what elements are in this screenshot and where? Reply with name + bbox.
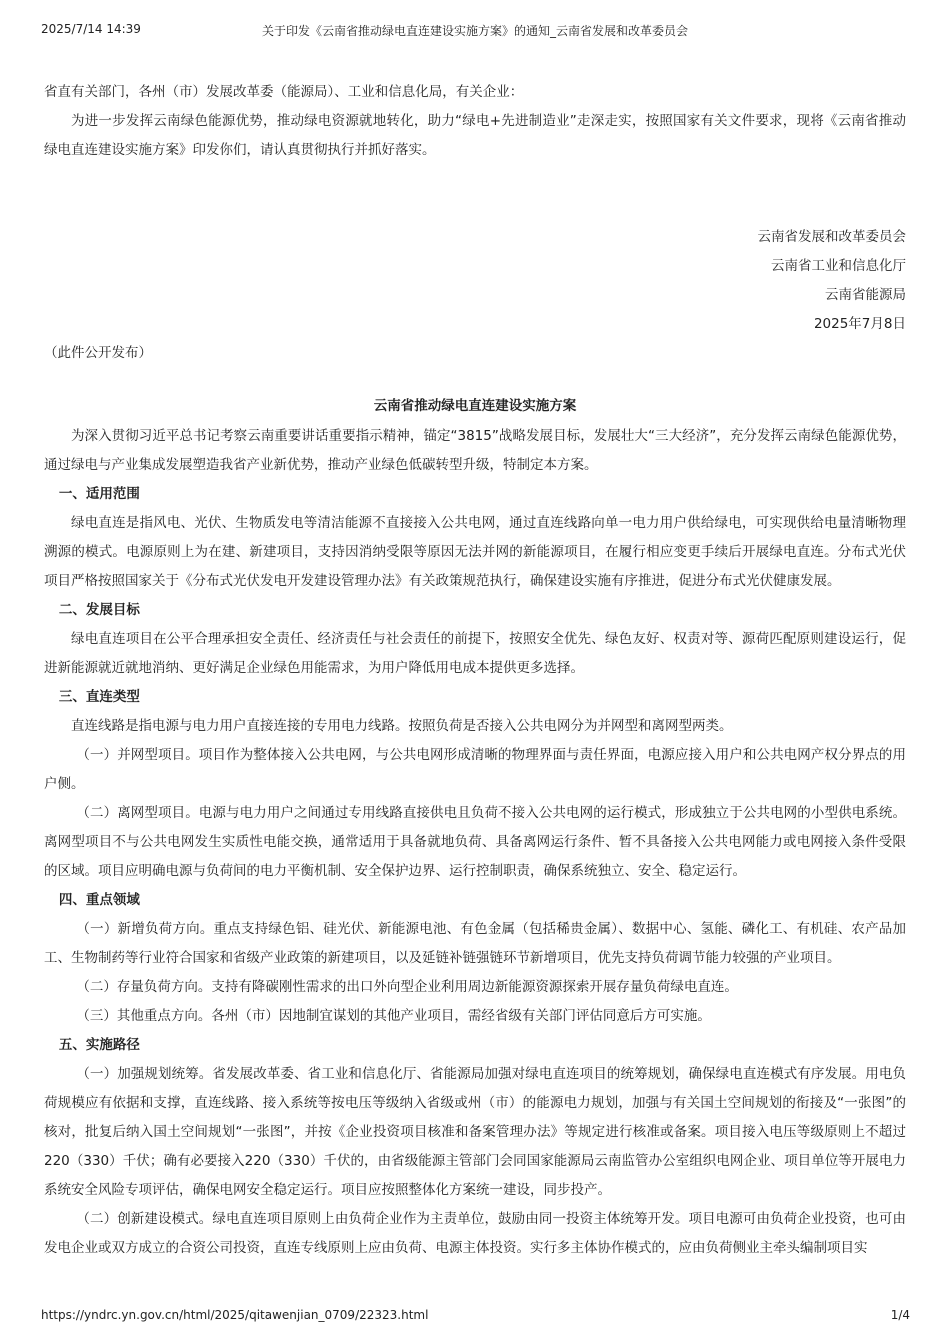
notice-body: 为进一步发挥云南绿色能源优势，推动绿电资源就地转化，助力“绿电+先进制造业”走深走实，按照国家有关文件要求，现将《云南省推动绿电直连建设实施方案》印发你们，请认真贯彻执行并抓好落实。 (44, 113, 906, 158)
section-heading: 四、重点领域 (58, 892, 140, 908)
plan-intro: 为深入贯彻习近平总书记考察云南重要讲话重要指示精神，锚定“3815”战略发展目标，发展壮大“三大经济”，充分发挥云南绿色能源优势，通过绿电与产业集成发展塑造我省产业新优势，推动产业绿色低碳转型升级，特制定本方案。 (44, 428, 906, 473)
section-paragraph: （二）创新建设模式。绿电直连项目原则上由负荷企业作为主责单位，鼓励由同一投资主体统筹开发。项目电源可由负荷企业投资，也可由发电企业或双方成立的合资公司投资，直连专线原则上应由负荷、电源主体投资。实行多主体协作模式的，应由负荷侧业主牵头编制项目实 (44, 1211, 906, 1256)
section-paragraph: 绿电直连是指风电、光伏、生物质发电等清洁能源不直接接入公共电网，通过直连线路向单一电力用户供给绿电，可实现供给电量清晰物理溯源的模式。电源原则上为在建、新建项目，支持因消纳受限等原因无法并网的新能源项目，在履行相应变更手续后开展绿电直连。分布式光伏项目严格按照国家关于《分布式光伏发电开发建设管理办法》有关政策规范执行，确保建设实施有序推进，促进分布式光伏健康发展。 (44, 515, 906, 589)
document-content (44, 78, 906, 1263)
print-timestamp: 2025/7/14 14:39 (41, 22, 141, 36)
spacer (44, 165, 906, 223)
plan-title: 云南省推动绿电直连建设实施方案 (373, 398, 577, 414)
section-paragraph: （一）加强规划统筹。省发展改革委、省工业和信息化厅、省能源局加强对绿电直连项目的统筹规划，确保绿电直连模式有序发展。用电负荷规模应有依据和支撑，直连线路、接入系统等按电压等级纳入省级或州（市）的能源电力规划，加强与有关国土空间规划的衔接及“一张图”的核对，批复后纳入国土空间规划“一张图”，并按《企业投资项目核准和备案管理办法》等规定进行核准或备案。项目接入电压等级原则上不超过220（330）千伏；确有必要接入220（330）千伏的，由省级能源主管部门会同国家能源局云南监管办公室组织电网企业、项目单位等开展电力系统安全风险专项评估，确保电网安全稳定运行。项目应按照整体化方案统一建设，同步投产。 (44, 1066, 906, 1198)
notice-addressee: 省直有关部门，各州（市）发展改革委（能源局）、工业和信息化局，有关企业： (44, 84, 524, 100)
print-page-title: 关于印发《云南省推动绿电直连建设实施方案》的通知_云南省发展和改革委员会 (261, 24, 688, 38)
section-heading: 二、发展目标 (58, 602, 140, 618)
notice-date: 2025年7月8日 (813, 316, 906, 332)
signer-drc: 云南省发展和改革委员会 (757, 229, 906, 245)
section-paragraph: （三）其他重点方向。各州（市）因地制宜谋划的其他产业项目，需经省级有关部门评估同意后方可实施。 (76, 1008, 711, 1024)
section-paragraph: （二）离网型项目。电源与电力用户之间通过专用线路直接供电且负荷不接入公共电网的运行模式，形成独立于公共电网的小型供电系统。离网型项目不与公共电网发生实质性电能交换，通常适用于具备就地负荷、具备离网运行条件、暂不具备接入公共电网能力或电网接入条件受限的区域。项目应明确电源与负荷间的电力平衡机制、安全保护边界、运行控制职责，确保系统独立、安全、稳定运行。 (44, 805, 906, 879)
signer-block (44, 223, 906, 339)
section-paragraph: 直连线路是指电源与电力用户直接连接的专用电力线路。按照负荷是否接入公共电网分为并网型和离网型两类。 (71, 718, 733, 734)
section-heading: 三、直连类型 (58, 689, 140, 705)
signer-energy: 云南省能源局 (825, 287, 906, 303)
page-number: 1/4 (890, 1308, 910, 1322)
publish-note: （此件公开发布） (44, 345, 152, 361)
signer-miit: 云南省工业和信息化厅 (771, 258, 906, 274)
section-paragraph: 绿电直连项目在公平合理承担安全责任、经济责任与社会责任的前提下，按照安全优先、绿色友好、权责对等、源荷匹配原则建设运行，促进新能源就近就地消纳、更好满足企业绿色用能需求，为用户降低用电成本提供更多选择。 (44, 631, 906, 676)
section-paragraph: （一）新增负荷方向。重点支持绿色铝、硅光伏、新能源电池、有色金属（包括稀贵金属）、数据中心、氢能、磷化工、有机硅、农产品加工、生物制药等行业符合国家和省级产业政策的新建项目，以及延链补链强链环节新增项目，优先支持负荷调节能力较强的产业项目。 (44, 921, 906, 966)
section-paragraph: （二）存量负荷方向。支持有降碳刚性需求的出口外向型企业利用周边新能源资源探索开展存量负荷绿电直连。 (76, 979, 738, 995)
page-url: https://yndrc.yn.gov.cn/html/2025/qitawenjian_0709/22323.html (41, 1308, 429, 1322)
section-heading: 一、适用范围 (58, 486, 140, 502)
section-paragraph: （一）并网型项目。项目作为整体接入公共电网，与公共电网形成清晰的物理界面与责任界面，电源应接入用户和公共电网产权分界点的用户侧。 (44, 747, 906, 792)
section-heading: 五、实施路径 (58, 1037, 140, 1053)
print-header (0, 22, 950, 40)
